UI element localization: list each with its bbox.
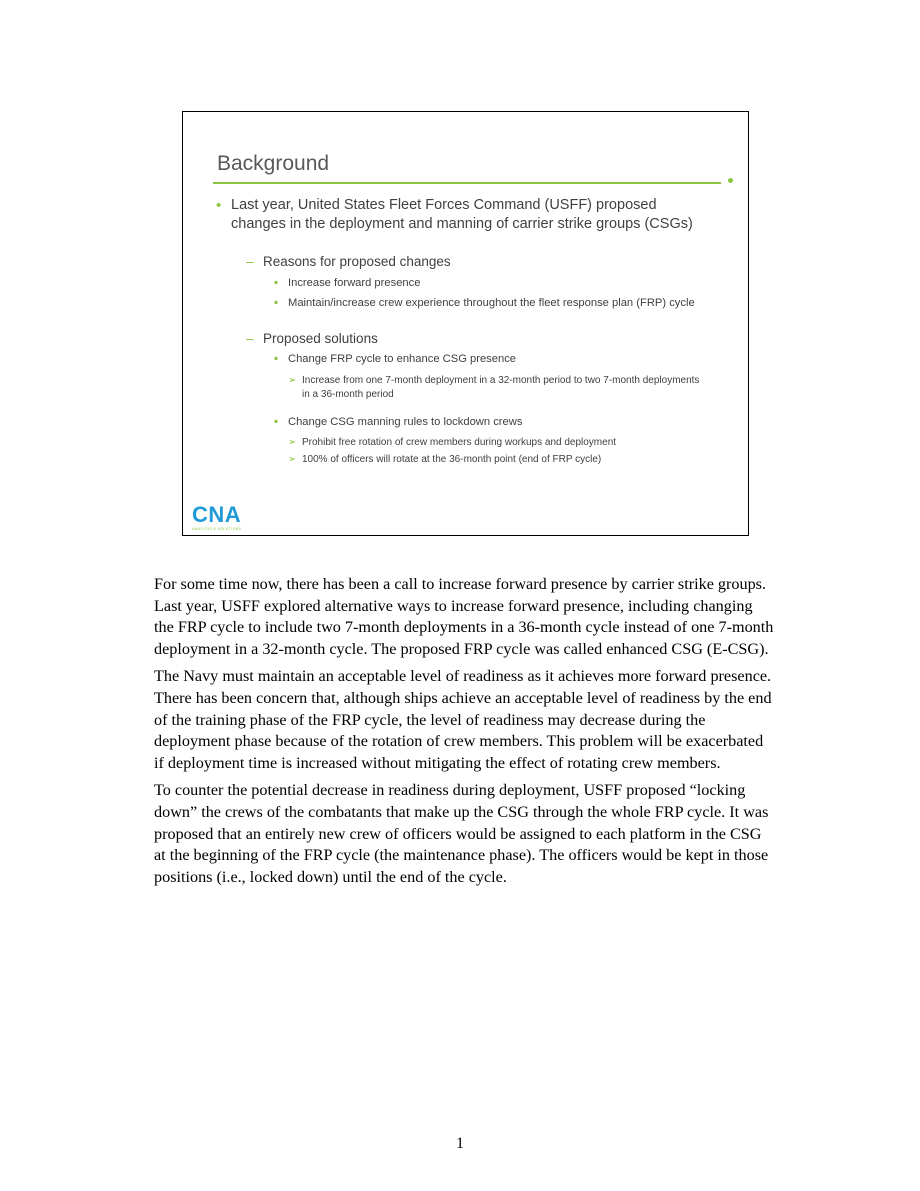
slide-solutions-heading <box>246 330 378 348</box>
body-text <box>154 574 774 894</box>
title-rule <box>213 182 721 184</box>
slide-reason-text: Increase forward presence <box>288 277 421 289</box>
body-paragraph: For some time now, there has been a call to increase forward presence by carrier strike groups. Last year, USFF explored alternative ways to increase forward presence, including changing the FRP cycle to include two 7-month deployments in a 36-month cycle instead of one 7-month deployment in a 32-month cycle. The proposed FRP cycle was called enhanced CSG (E-CSG). <box>154 575 774 658</box>
slide-reason-item <box>274 275 728 291</box>
slide-reasons-heading-text: Reasons for proposed changes <box>263 254 451 269</box>
slide-figure <box>182 111 749 536</box>
slide-solution-item <box>274 351 728 367</box>
square-bullet-icon: ▪ <box>274 351 279 365</box>
arrow-bullet-icon: ➢ <box>288 375 297 386</box>
slide-reason-item <box>274 295 728 311</box>
slide-solution-subitem-text: 100% of officers will rotate at the 36-month point (end of FRP cycle) <box>302 454 602 465</box>
body-paragraph: To counter the potential decrease in readiness during deployment, USFF proposed “locking down” the crews of the combatants that make up the CSG through the whole FRP cycle. It was proposed that an entirely new crew of officers would be assigned to each platform in the CSG at the beginning of the FRP cycle (the maintenance phase). The officers would be kept in those positions (i.e., locked down) until the end of the cycle. <box>154 781 769 886</box>
slide-reason-text: Maintain/increase crew experience throughout the fleet response plan (FRP) cycle <box>288 297 695 309</box>
square-bullet-icon: ▪ <box>274 414 279 428</box>
slide-solution-subitem-text: Increase from one 7-month deployment in a 32-month period to two 7-month deployments in a 36-month period <box>302 375 700 400</box>
slide-reasons-heading <box>246 253 451 271</box>
dash-icon: – <box>246 331 254 346</box>
body-paragraph: The Navy must maintain an acceptable level of readiness as it achieves more forward presence. There has been concern that, although ships achieve an acceptable level of readiness by the end of the training phase of the FRP cycle, the level of readiness may decrease during the deployment phase because of the rotation of crew members. This problem will be exacerbated if deployment time is increased without mitigating the effect of rotating crew members. <box>154 667 772 772</box>
dash-icon: – <box>246 254 254 269</box>
arrow-bullet-icon: ➢ <box>288 454 297 465</box>
slide-solution-subitem-text: Prohibit free rotation of crew members during workups and deployment <box>302 437 617 448</box>
bullet-dot-icon: • <box>216 197 222 214</box>
slide-solution-subitem <box>288 374 702 401</box>
slide-bullet-main <box>216 196 711 234</box>
square-bullet-icon: ▪ <box>274 295 279 309</box>
slide-solution-text: Change FRP cycle to enhance CSG presence <box>288 353 517 365</box>
arrow-bullet-icon: ➢ <box>288 437 297 448</box>
page-number: 1 <box>456 1135 464 1152</box>
slide-solution-item <box>274 414 728 430</box>
slide-bullet-main-text: Last year, United States Fleet Forces Command (USFF) proposed changes in the deployment and manning of carrier strike groups (CSGs) <box>231 197 693 232</box>
slide-title: Background <box>217 152 330 175</box>
slide-solutions-heading-text: Proposed solutions <box>263 331 378 346</box>
title-dot <box>728 178 733 183</box>
slide-solution-text: Change CSG manning rules to lockdown crews <box>288 416 523 428</box>
cna-logo-tagline: ANALYSIS & SOLUTIONS <box>192 527 242 531</box>
cna-logo <box>192 504 252 534</box>
cna-logo-text: CNA <box>192 502 242 527</box>
slide-solution-subitem <box>288 453 702 467</box>
slide-solution-subitem <box>288 436 702 450</box>
square-bullet-icon: ▪ <box>274 275 279 289</box>
